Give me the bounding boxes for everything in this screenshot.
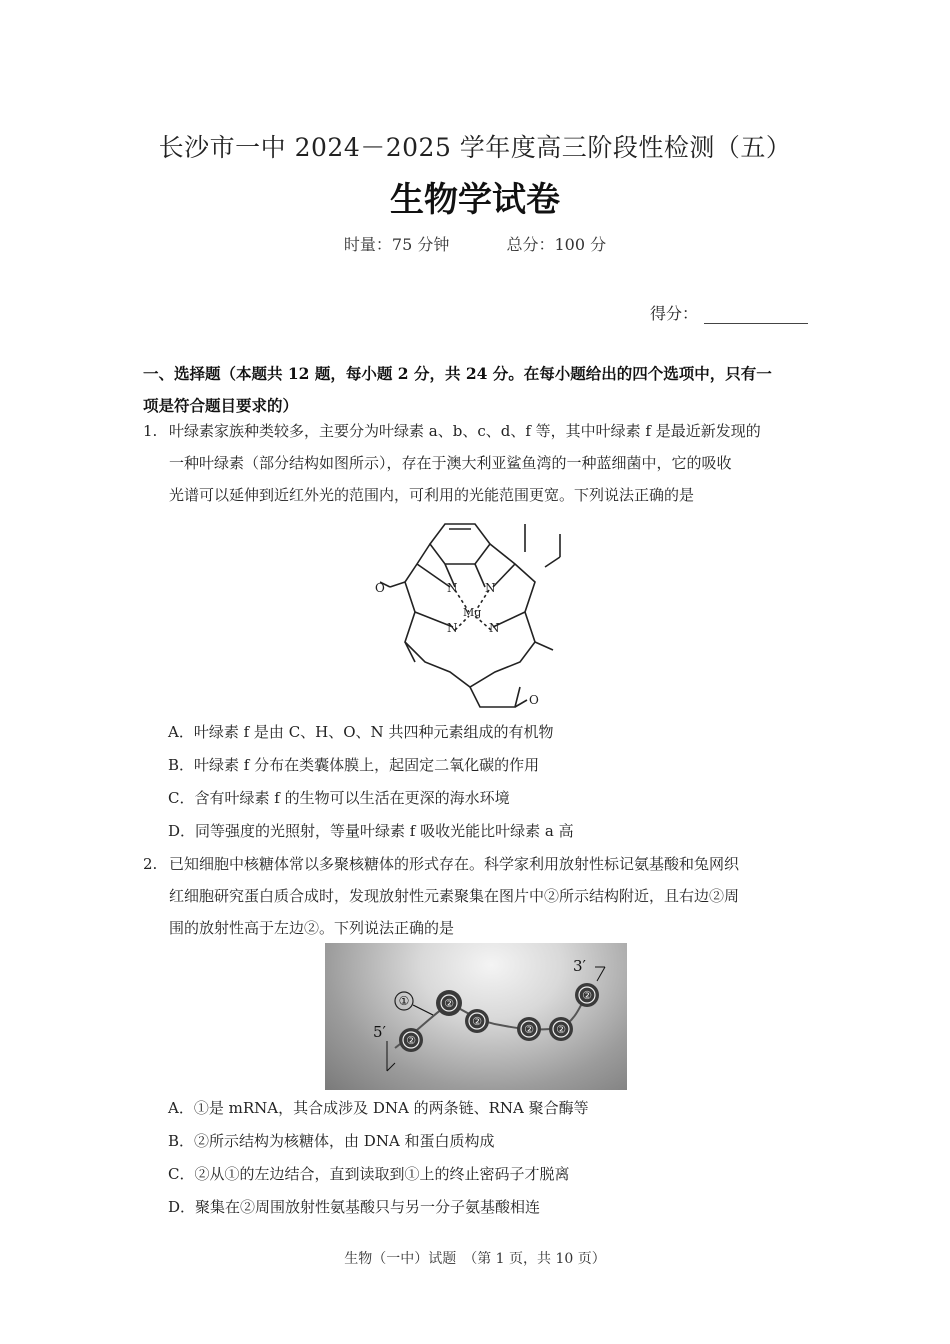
atom-n-4: N: [489, 621, 500, 635]
question-2-line1: 已知细胞中核糖体常以多聚核糖体的形式存在。科学家利用放射性标记氨基酸和兔网织: [169, 855, 740, 873]
question-1-number: 1.: [143, 422, 158, 440]
atom-n-3: N: [447, 621, 458, 635]
exam-header-title: 长沙市一中 2024－2025 学年度高三阶段性检测（五）: [158, 133, 792, 162]
label-two-2: ②: [472, 1015, 482, 1028]
question-2-option-c: C．②从①的左边结合，直到读取到①上的终止密码子才脱离: [168, 1165, 570, 1183]
subject-title: 生物学试卷: [390, 180, 560, 220]
top-ring: [430, 524, 490, 564]
question-2-line3: 围的放射性高于左边②。下列说法正确的是: [169, 919, 455, 937]
section-heading-line2: 项是符合题目要求的）: [143, 396, 299, 415]
atom-mg: Mg: [463, 606, 482, 619]
question-1-option-a: A．叶绿素 f 是由 C、H、O、N 共四种元素组成的有机物: [168, 723, 554, 741]
question-2-option-d: D．聚集在②周围放射性氨基酸只与另一分子氨基酸相连: [168, 1198, 541, 1216]
question-1-line2: 一种叶绿素（部分结构如图所示），存在于澳大利亚鲨鱼湾的一种蓝细菌中，它的吸收: [169, 454, 732, 472]
exam-meta: [0, 232, 950, 255]
section-heading-line1: 一、选择题（本题共 12 题，每小题 2 分，共 24 分。在每小题给出的四个选项中，只有一: [143, 364, 772, 383]
time-limit: 时量：75 分钟: [343, 235, 450, 254]
label-one: ①: [398, 994, 410, 1008]
question-1-option-b: B．叶绿素 f 分布在类囊体膜上，起固定二氧化碳的作用: [168, 756, 540, 774]
question-2-number: 2.: [143, 855, 158, 873]
section-heading: [143, 358, 813, 422]
question-2-option-b: B．②所示结构为核糖体，由 DNA 和蛋白质构成: [168, 1132, 495, 1150]
micrograph-overlay: [325, 943, 627, 1090]
question-2: [143, 848, 813, 944]
total-score: 总分：100 分: [506, 235, 607, 254]
atom-o-1: O: [375, 581, 385, 595]
score-blank: [704, 309, 808, 324]
label-two-5: ②: [582, 989, 592, 1002]
atom-n-2: N: [485, 581, 496, 595]
polyribosome-micrograph: [325, 943, 627, 1090]
page-footer: 生物（一中）试题 （第 1 页，共 10 页）: [344, 1251, 606, 1267]
score-field: [650, 301, 808, 324]
question-1: [143, 415, 813, 511]
question-2-option-a: A．①是 mRNA，其合成涉及 DNA 的两条链、RNA 聚合酶等: [168, 1099, 589, 1117]
label-five-prime: 5′: [373, 1023, 386, 1041]
label-two-4: ②: [556, 1023, 566, 1036]
score-label: 得分：: [650, 304, 699, 323]
label-two-1: ②: [444, 997, 454, 1010]
question-1-option-d: D．同等强度的光照射，等量叶绿素 f 吸收光能比叶绿素 a 高: [168, 822, 574, 840]
question-1-option-c: C．含有叶绿素 f 的生物可以生活在更深的海水环境: [168, 789, 510, 807]
label-two-3: ②: [524, 1023, 534, 1036]
label-three-prime: 3′: [573, 957, 586, 975]
question-1-line3: 光谱可以延伸到近红外光的范围内，可利用的光能范围更宽。下列说法正确的是: [169, 486, 695, 504]
atom-o-2: O: [529, 693, 539, 707]
question-1-line1: 叶绿素家族种类较多，主要分为叶绿素 a、b、c、d、f 等，其中叶绿素 f 是最近新发现的: [169, 422, 761, 440]
question-2-line2: 红细胞研究蛋白质合成时，发现放射性元素聚集在图片中②所示结构附近，且右边②周: [169, 887, 740, 905]
atom-n-1: N: [447, 581, 458, 595]
label-two-6: ②: [406, 1034, 416, 1047]
chlorophyll-f-structure: [375, 512, 565, 712]
